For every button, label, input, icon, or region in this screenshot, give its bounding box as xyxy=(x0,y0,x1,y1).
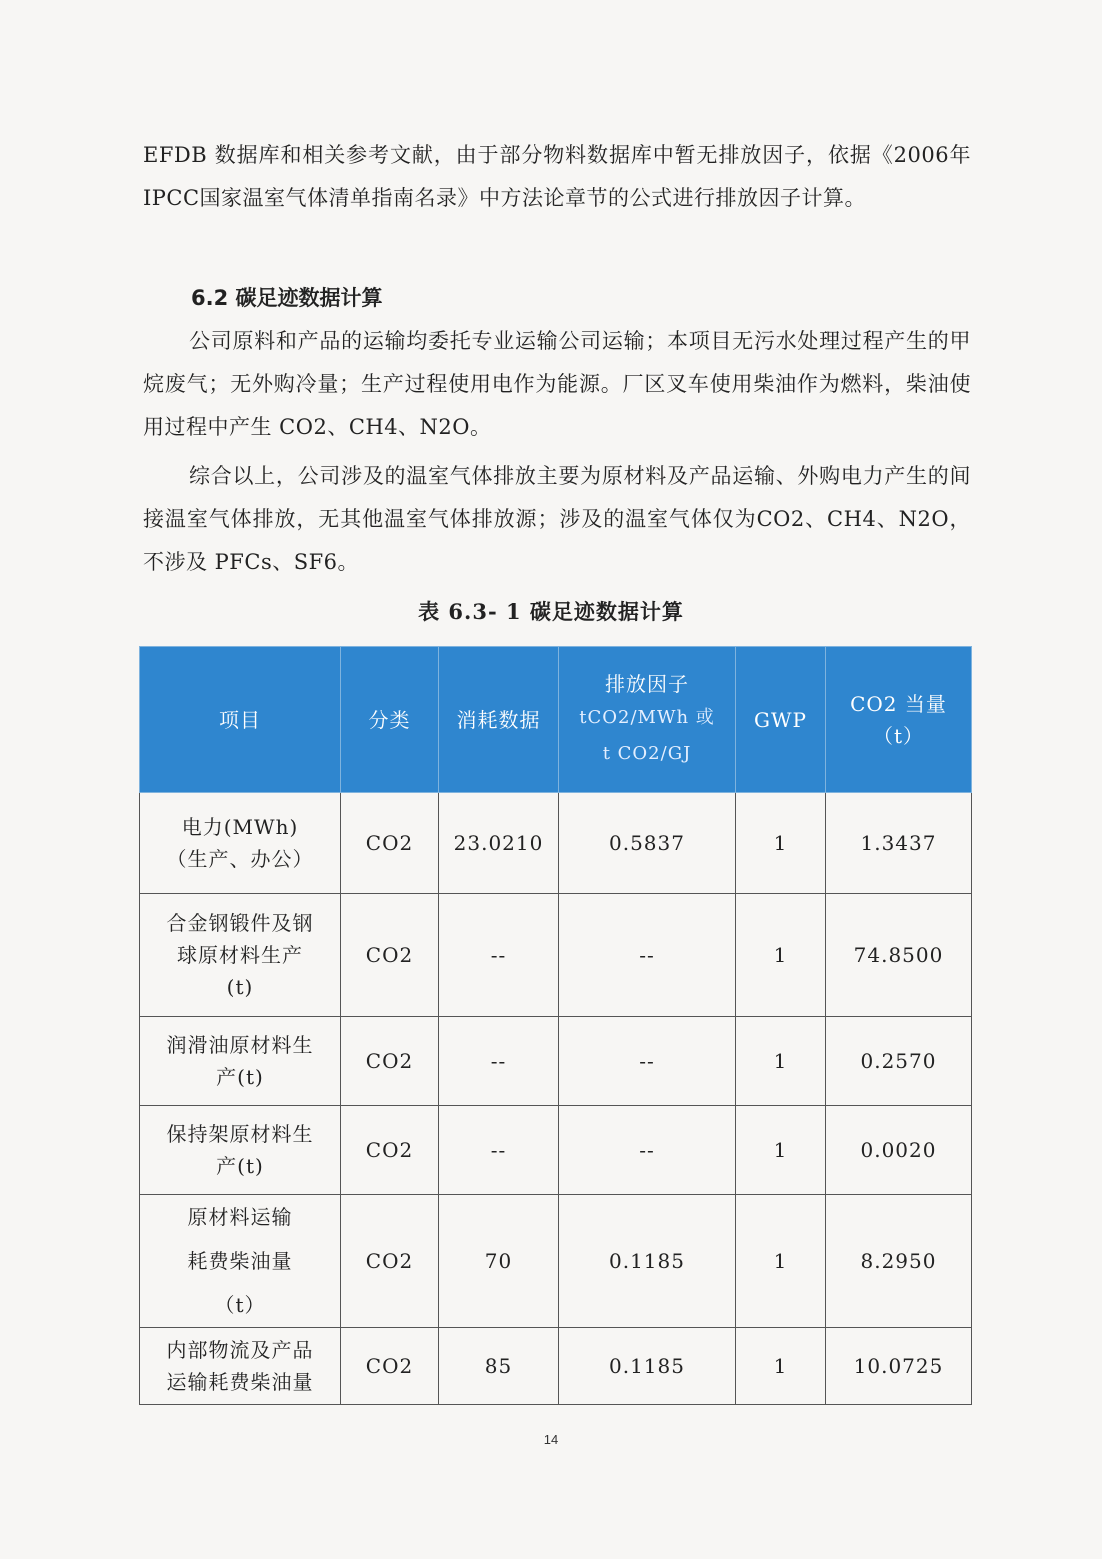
row-item-line: （t） xyxy=(214,1293,266,1317)
row-item-line: 耗费柴油量 xyxy=(187,1249,293,1273)
row-co2eq: 74.8500 xyxy=(826,894,972,1017)
row-gwp: 1 xyxy=(736,793,826,894)
row-item xyxy=(140,1195,341,1328)
row-factor: 0.1185 xyxy=(559,1195,736,1328)
header-gwp: GWP xyxy=(736,647,826,793)
row-category: CO2 xyxy=(341,1328,439,1405)
row-factor: 0.5837 xyxy=(559,793,736,894)
row-category: CO2 xyxy=(341,1017,439,1106)
row-category: CO2 xyxy=(341,894,439,1017)
header-factor-unit1: tCO2/MWh 或 xyxy=(579,706,715,728)
header-co2eq-unit: （t） xyxy=(872,723,925,748)
row-item-line: 润滑油原材料生 xyxy=(166,1033,314,1057)
row-co2eq: 0.2570 xyxy=(826,1017,972,1106)
row-co2eq: 10.0725 xyxy=(826,1328,972,1405)
page-number: 14 xyxy=(543,1432,559,1447)
row-co2eq: 0.0020 xyxy=(826,1106,972,1195)
row-item-line: 合金钢锻件及钢 xyxy=(166,911,314,935)
carbon-footprint-table xyxy=(139,646,972,1405)
row-item xyxy=(140,793,341,894)
table-caption: 表 6.3- 1 碳足迹数据计算 xyxy=(418,599,684,624)
red-seal-edge xyxy=(1068,669,1102,811)
row-factor: -- xyxy=(559,1106,736,1195)
header-factor-title: 排放因子 xyxy=(605,671,689,696)
row-factor: 0.1185 xyxy=(559,1328,736,1405)
row-item-line: 球原材料生产 xyxy=(177,943,303,967)
paragraph-intro: EFDB 数据库和相关参考文献，由于部分物料数据库中暂无排放因子，依据《2006年IPCC国家温室气体清单指南名录》中方法论章节的公式进行排放因子计算。 xyxy=(143,143,971,210)
row-consumption: -- xyxy=(439,1106,559,1195)
table-row xyxy=(140,894,972,1017)
row-item-line: （生产、办公） xyxy=(166,847,314,871)
section-heading: 6.2 碳足迹数据计算 xyxy=(191,286,383,310)
row-gwp: 1 xyxy=(736,1328,826,1405)
row-item xyxy=(140,1328,341,1405)
header-co2-equivalent xyxy=(826,647,972,793)
row-item-line: 运输耗费柴油量 xyxy=(166,1370,314,1394)
row-gwp: 1 xyxy=(736,1106,826,1195)
paragraph-summary: 综合以上，公司涉及的温室气体排放主要为原材料及产品运输、外购电力产生的间接温室气体排放，无其他温室气体排放源；涉及的温室气体仅为CO2、CH4、N2O，不涉及 PFCs、SF6。 xyxy=(143,464,971,574)
table-row xyxy=(140,1328,972,1405)
row-gwp: 1 xyxy=(736,1195,826,1328)
row-item xyxy=(140,894,341,1017)
row-item-line: 内部物流及产品 xyxy=(166,1338,314,1362)
row-co2eq: 1.3437 xyxy=(826,793,972,894)
row-item xyxy=(140,1017,341,1106)
row-factor: -- xyxy=(559,1017,736,1106)
row-consumption: 85 xyxy=(439,1328,559,1405)
header-factor-unit2: t CO2/GJ xyxy=(602,742,692,764)
row-category: CO2 xyxy=(341,1106,439,1195)
row-item-line: 电力(MWh) xyxy=(181,815,299,839)
header-consumption: 消耗数据 xyxy=(439,647,559,793)
header-item: 项目 xyxy=(140,647,341,793)
table-row xyxy=(140,1017,972,1106)
table-row xyxy=(140,793,972,894)
row-item-line: 产(t) xyxy=(216,1154,264,1178)
header-co2eq-title: CO2 当量 xyxy=(850,691,947,716)
row-item-line: (t) xyxy=(226,975,254,999)
paragraph-transport: 公司原料和产品的运输均委托专业运输公司运输；本项目无污水处理过程产生的甲烷废气；无外购冷量；生产过程使用电作为能源。厂区叉车使用柴油作为燃料，柴油使用过程中产生 CO2、CH4、N2O。 xyxy=(143,329,971,439)
row-category: CO2 xyxy=(341,793,439,894)
table-header-row xyxy=(140,647,972,793)
header-category: 分类 xyxy=(341,647,439,793)
row-factor: -- xyxy=(559,894,736,1017)
row-gwp: 1 xyxy=(736,894,826,1017)
row-consumption: -- xyxy=(439,1017,559,1106)
row-consumption: 23.0210 xyxy=(439,793,559,894)
row-item-line: 原材料运输 xyxy=(187,1205,293,1229)
row-gwp: 1 xyxy=(736,1017,826,1106)
row-item-line: 产(t) xyxy=(216,1065,264,1089)
row-co2eq: 8.2950 xyxy=(826,1195,972,1328)
row-consumption: -- xyxy=(439,894,559,1017)
table-row xyxy=(140,1195,972,1328)
row-category: CO2 xyxy=(341,1195,439,1328)
row-consumption: 70 xyxy=(439,1195,559,1328)
row-item-line: 保持架原材料生 xyxy=(166,1122,314,1146)
header-emission-factor xyxy=(559,647,736,793)
table-row xyxy=(140,1106,972,1195)
row-item xyxy=(140,1106,341,1195)
